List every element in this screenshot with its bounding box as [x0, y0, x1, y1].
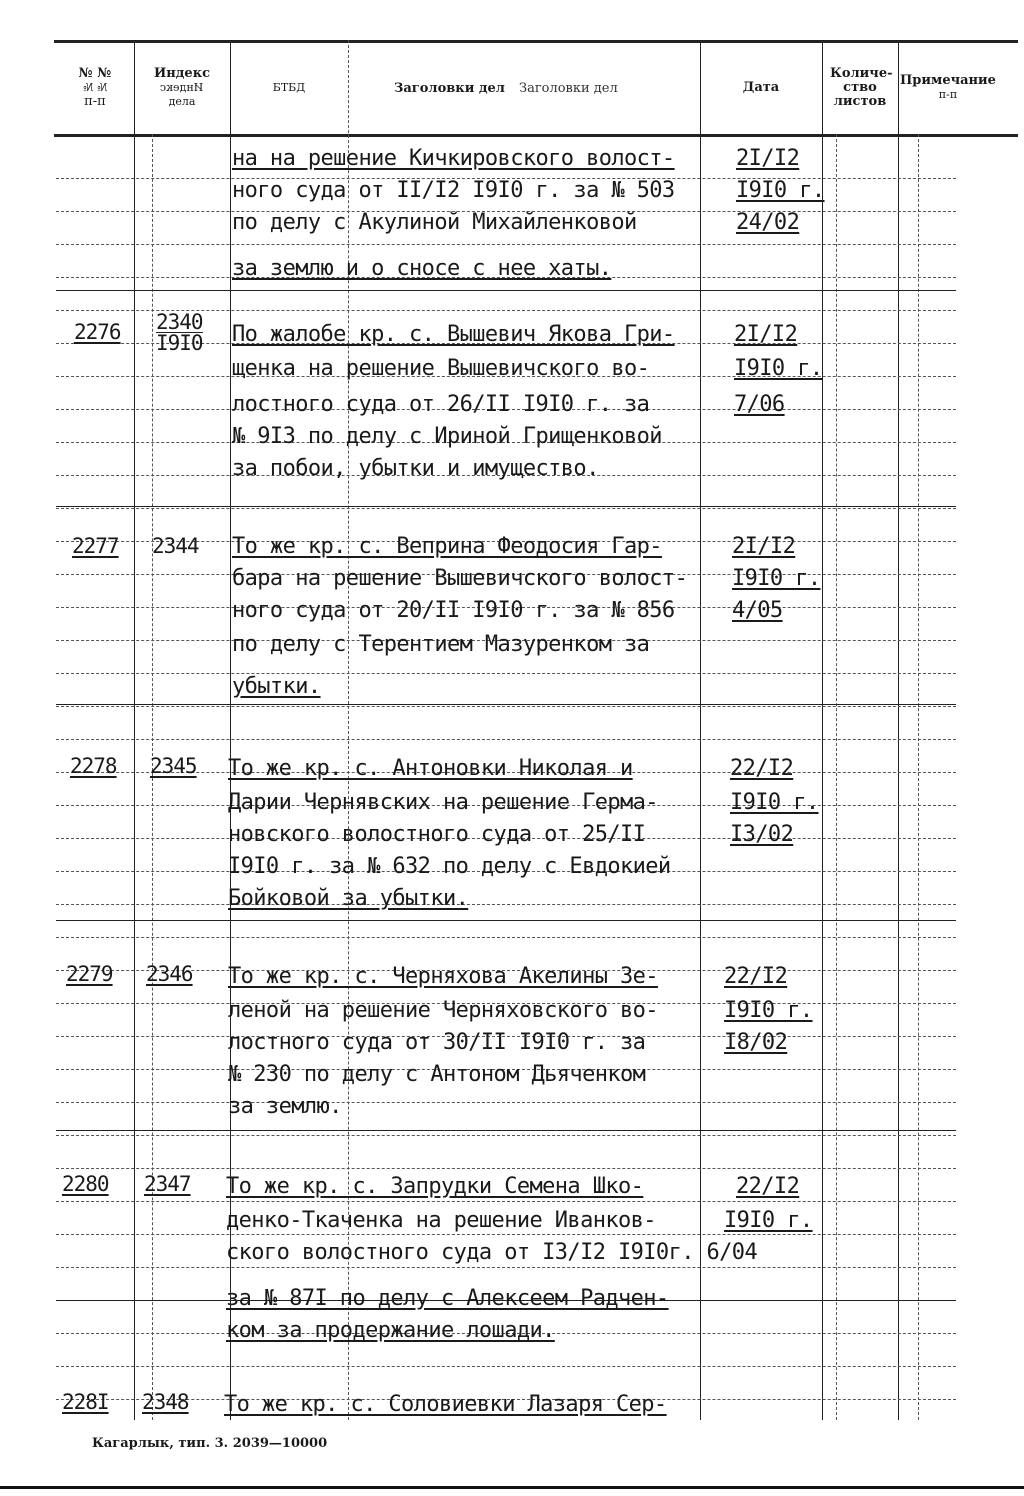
header-sheets: Количе- ство листов — [830, 66, 893, 109]
col-rule-6 — [898, 40, 899, 1420]
entry-line: № 9I3 по делу с Ириной Грищенковой — [232, 424, 662, 449]
entry-index-bottom: I9I0 — [156, 331, 203, 355]
entry-line: То же кр. с. Запрудки Семена Шко- — [226, 1174, 644, 1199]
printer-imprint: Кагарлык, тип. 3. 2039—10000 — [92, 1436, 328, 1451]
entry-line: I9I0 г. за № 632 по делу с Евдокией — [228, 854, 671, 879]
entry-line: за побои, убытки и имущество. — [232, 456, 599, 481]
ruled-line — [56, 739, 956, 740]
entry-line: по делу с Акулиной Михайленковой — [232, 210, 637, 235]
header-index-mirror: Индекс — [160, 81, 204, 94]
header-date: Дата — [742, 80, 780, 95]
header-titles: Заголовки дел — [394, 80, 505, 96]
header-titles-mirror: Заголовки дел — [518, 80, 618, 96]
entry-number: 2279 — [66, 962, 113, 986]
entry-line: То же кр. с. Соловиевки Лазаря Сер- — [224, 1392, 667, 1417]
entry-index-top: 2340 — [156, 310, 203, 334]
entry-line: убытки. — [232, 674, 321, 699]
entry-date: I9I0 г. — [732, 566, 821, 591]
entry-index: 2344 — [152, 534, 199, 558]
entry-date: 22/I2 — [736, 1174, 800, 1199]
entry-number: 2278 — [70, 754, 117, 778]
entry-line: ного суда от II/I2 I9I0 г. за № 503 — [232, 178, 675, 203]
entry-line: новского волостного суда от 25/II — [228, 822, 646, 847]
entry-number: 2277 — [72, 534, 119, 558]
ruled-line — [56, 1267, 956, 1268]
entry-line: № 230 по делу с Антоном Дьяченком — [228, 1062, 646, 1087]
entry-date: 22/I2 — [730, 756, 794, 781]
entry-line: То же кр. с. Веприна Феодосия Гар- — [232, 534, 662, 559]
page-bottom-edge — [0, 1486, 1024, 1489]
entry-date: 7/06 — [734, 392, 785, 417]
col-rule-6b — [918, 134, 919, 1420]
entry-separator — [56, 920, 956, 921]
header-num-cell — [56, 40, 134, 136]
entry-date: 24/02 — [736, 210, 800, 235]
header-sheets-cell — [822, 40, 898, 136]
header-fond-cell — [230, 40, 348, 136]
entry-line: То же кр. с. Черняхова Акелины Зе- — [228, 964, 658, 989]
entry-number: 228I — [62, 1390, 109, 1414]
ruled-line — [56, 1135, 956, 1136]
entry-separator — [56, 704, 956, 705]
ruled-line — [56, 706, 956, 707]
entry-index: 2346 — [146, 962, 193, 986]
ruled-line — [56, 937, 956, 938]
entry-date: I9I0 г. — [730, 790, 819, 815]
entry-line: щенка на решение Вышевичского во- — [232, 356, 650, 381]
entry-line: по делу с Терентием Мазуренком за — [232, 632, 650, 657]
entry-separator — [56, 290, 956, 291]
entry-line: на на решение Кичкировского волост- — [232, 146, 675, 171]
entry-number: 2276 — [74, 320, 121, 344]
header-num-mirror: № № — [82, 81, 108, 94]
header-fond: БТБД — [272, 81, 306, 94]
ruled-line — [56, 1234, 956, 1235]
entry-index — [156, 310, 203, 353]
entry-index: 2348 — [142, 1390, 189, 1414]
ruled-line — [56, 904, 956, 905]
entry-separator — [56, 506, 956, 507]
header-num-sub: п-п — [84, 94, 106, 109]
entry-number: 2280 — [62, 1172, 109, 1196]
entry-date: I9I0 г. — [736, 178, 825, 203]
entry-date: I8/02 — [724, 1030, 788, 1055]
entry-line: за землю. — [228, 1094, 342, 1119]
entry-line: ского волостного суда от I3/I2 I9I0г. 6/04 — [226, 1240, 758, 1265]
col-rule-5 — [822, 40, 823, 1420]
col-rule-4 — [700, 40, 701, 1420]
header-index-sub: дела — [168, 95, 196, 108]
ruled-line — [56, 1201, 956, 1202]
entry-line: По жалобе кр. с. Вышевич Якова Гри- — [232, 322, 675, 347]
ruled-line — [56, 244, 956, 245]
entry-date: I3/02 — [730, 822, 794, 847]
entry-date: 4/05 — [732, 598, 783, 623]
header-num: № № — [78, 66, 112, 81]
entry-line: денко-Ткаченка на решение Иванков- — [226, 1208, 656, 1233]
entry-line: лостного суда от 30/II I9I0 г. за — [228, 1030, 646, 1055]
ruled-line — [56, 673, 956, 674]
entry-line: ком за продержание лошади. — [226, 1318, 555, 1343]
entry-line: То же кр. с. Антоновки Николая и — [228, 756, 633, 781]
entry-line: за № 87I по делу с Алексеем Радчен- — [226, 1286, 669, 1311]
entry-line: леной на решение Черняховского во- — [228, 998, 658, 1023]
entry-line: бара на решение Вышевичского волост- — [232, 566, 688, 591]
entry-date: I9I0 г. — [734, 356, 823, 381]
entry-date: 2I/I2 — [734, 322, 798, 347]
entry-line: Бойковой за убытки. — [228, 886, 469, 911]
entry-line: за землю и о сносе с нее хаты. — [232, 256, 612, 281]
ruled-line — [56, 1366, 956, 1367]
header-index-cell — [134, 40, 230, 136]
entry-line: Дарии Чернявских на решение Герма- — [228, 790, 658, 815]
entry-date: I9I0 г. — [724, 1208, 813, 1233]
ruled-line — [56, 1168, 956, 1169]
header-index: Индекс — [153, 66, 211, 81]
entry-index: 2345 — [150, 754, 197, 778]
entry-date: I9I0 г. — [724, 998, 813, 1023]
entry-date: 2I/I2 — [732, 534, 796, 559]
entry-date: 2I/I2 — [736, 146, 800, 171]
header-note-cell — [898, 40, 998, 136]
col-rule-1 — [134, 40, 135, 1420]
header-note-sub: п-п — [938, 88, 958, 101]
entry-line: ного суда от 20/II I9I0 г. за № 856 — [232, 598, 675, 623]
entry-date: 22/I2 — [724, 964, 788, 989]
header-titles-cell — [394, 40, 694, 136]
header-note: Примечание — [900, 73, 996, 88]
entry-separator — [56, 1130, 956, 1131]
entry-index: 2347 — [144, 1172, 191, 1196]
entry-line: лостного суда от 26/II I9I0 г. за — [232, 392, 650, 417]
col-rule-5b — [836, 134, 837, 1420]
ruled-line — [56, 508, 956, 509]
header-date-cell — [700, 40, 822, 136]
ruled-line — [56, 1102, 956, 1103]
